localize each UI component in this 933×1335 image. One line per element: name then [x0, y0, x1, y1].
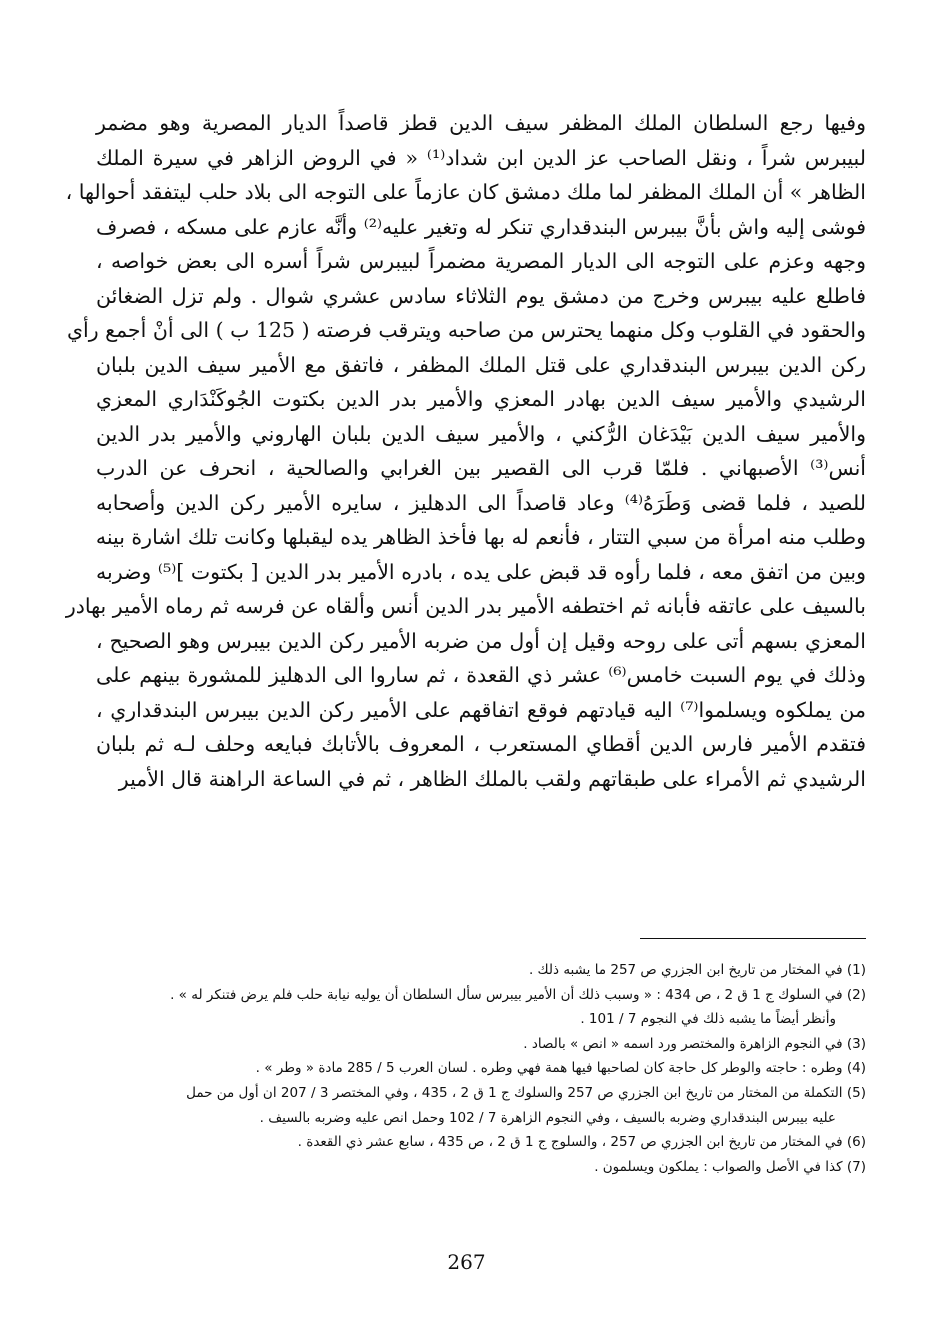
body-line: لبيبرس شراً ، ونقل الصاحب عز الدين ابن شداد⁽¹⁾ « في الروض الزاهر في سيرة الملك — [96, 145, 866, 170]
body-line: المعزي بسهم أتى على روحه وقيل إن أول من ضربه الأمير ركن الدين بيبرس وهو الصحيح ، — [96, 628, 866, 653]
body-line: فاطلع عليه بيبرس وخرج من دمشق يوم الثلاثاء سادس عشري شوال . ولم تزل الضغائن — [96, 283, 866, 308]
body-line: والأمير سيف الدين بَيْدَغان الرُّكني ، والأمير سيف الدين بلبان الهاروني والأمير بدر الدين — [96, 421, 866, 446]
body-line: للصيد ، فلما قضى وَطَرَهُ⁽⁴⁾ وعاد قاصداً الى الدهليز ، سايره الأمير ركن الدين وأصحابه — [96, 490, 866, 515]
body-line: فوشى إليه واش بأنَّ بيبرس البندقداري تنكر له وتغير عليه⁽²⁾ وأنَّه عازم على مسكه ، فصرف — [96, 214, 867, 239]
footnotes — [170, 958, 866, 1179]
body-line: وبين من اتفق معه ، فلما رأوه قد قبض على يده ، بادره الأمير بدر الدين [ بكتوت ]⁽⁵⁾ وضربه — [96, 559, 866, 584]
body-line: أنس⁽³⁾ الأصبهاني . فلمّا قرب الى القصير بين الغرابي والصالحية ، انحرف عن الدرب — [96, 456, 866, 480]
body-text — [65, 106, 867, 796]
body-line: والحقود في القلوب وكل منهما يحترس من صاحبه ويترقب فرصته ( 125 ب ) الى أنْ أجمع رأي — [67, 318, 866, 342]
footnote-line: عليه بيبرس البندقداري وضربه بالسيف ، وفي النجوم الزاهرة 7 / 102 وحمل انص عليه وضربه بالسيف . — [259, 1109, 836, 1126]
body-line: ركن الدين بيبرس البندقداري على قتل الملك المظفر ، فاتفق مع الأمير سيف الدين بلبان — [96, 352, 866, 377]
footnote-line: وأنظر أيضاً ما يشبه ذلك في النجوم 7 / 101 . — [580, 1011, 836, 1028]
footnote-separator-rule — [640, 938, 866, 939]
body-line: فتقدم الأمير فارس الدين أقطاي المستعرب ، المعروف بالأتابك فبايعه وحلف لـه ثم بلبان — [96, 732, 866, 756]
footnote-line: (3) في النجوم الزاهرة والمختصر ورد اسمه « انص » بالصاد . — [523, 1035, 866, 1052]
footnote-line: (1) في المختار من تاريخ ابن الجزري ص 257 ما يشبه ذلك . — [528, 962, 866, 978]
body-line: بالسيف على عاتقه فأبانه ثم اختطفه الأمير بدر الدين أنس وألقاه عن فرسه ثم رماه الأمير بهادر — [65, 594, 866, 618]
page-number: 267 — [447, 1250, 486, 1274]
footnote-line: (2) في السلوك ج 1 ق 2 ، ص 434 : « وسبب ذلك أن الأمير بيبرس سأل السلطان أن يوليه نيابة حلب فلم يرض فتنكر له » . — [170, 986, 866, 1003]
body-line: وذلك في يوم السبت خامس⁽⁶⁾ عشر ذي القعدة ، ثم ساروا الى الدهليز للمشورة بينهم على — [96, 663, 866, 687]
body-line: الرشيدي والأمير سيف الدين بهادر المعزي والأمير بدر الدين بكتوت الجُوكَنْدَاري المعزي — [96, 387, 866, 411]
footnote-line: (4) وطره : حاجته والوطر كل حاجة كان لصاحبها فيها همة فهي وطره . لسان العرب 5 / 285 مادة « وطر » . — [255, 1060, 866, 1077]
footnote-line: (5) التكملة من المختار من تاريخ ابن الجزري ص 257 والسلوك ج 1 ق 2 ، 435 ، وفي المختصر 3 / 207 ان أول من حمل — [186, 1084, 866, 1101]
body-line: وطلب منه امرأة من سبي التتار ، فأنعم له بها فأخذ الظاهر يده ليقبلها وكانت تلك اشارة بينه — [95, 525, 866, 549]
body-line: الظاهر » أن الملك المظفر لما ملك دمشق كان عازماً على التوجه الى بلاد حلب ليتفقد أحوالها ، — [65, 180, 866, 204]
footnote-line: (7) كذا في الأصل والصواب : يملكون ويسلمون . — [594, 1158, 866, 1175]
body-line: وفيها رجع السلطان الملك المظفر سيف الدين قطز قاصداً الديار المصرية وهو مضمر — [96, 111, 866, 135]
footnote-line: (6) في المختار من تاريخ ابن الجزري ص 257 ، والسلوج ج 1 ق 2 ، ص 435 ، سابع عشر ذي القعدة . — [297, 1134, 866, 1151]
body-line: وجهه وعزم على التوجه الى الديار المصرية مضمراً لبيبرس شراً أسره الى بعض خواصه ، — [96, 249, 866, 273]
body-line: من يملكوه ويسلموا⁽⁷⁾ اليه قيادتهم فوقع اتفاقهم على الأمير ركن الدين بيبرس البندقداري ، — [96, 697, 867, 722]
body-line: الرشيدي ثم الأمراء على طبقاتهم ولقب بالملك الظاهر ، ثم في الساعة الراهنة قال الأمير — [118, 766, 866, 791]
